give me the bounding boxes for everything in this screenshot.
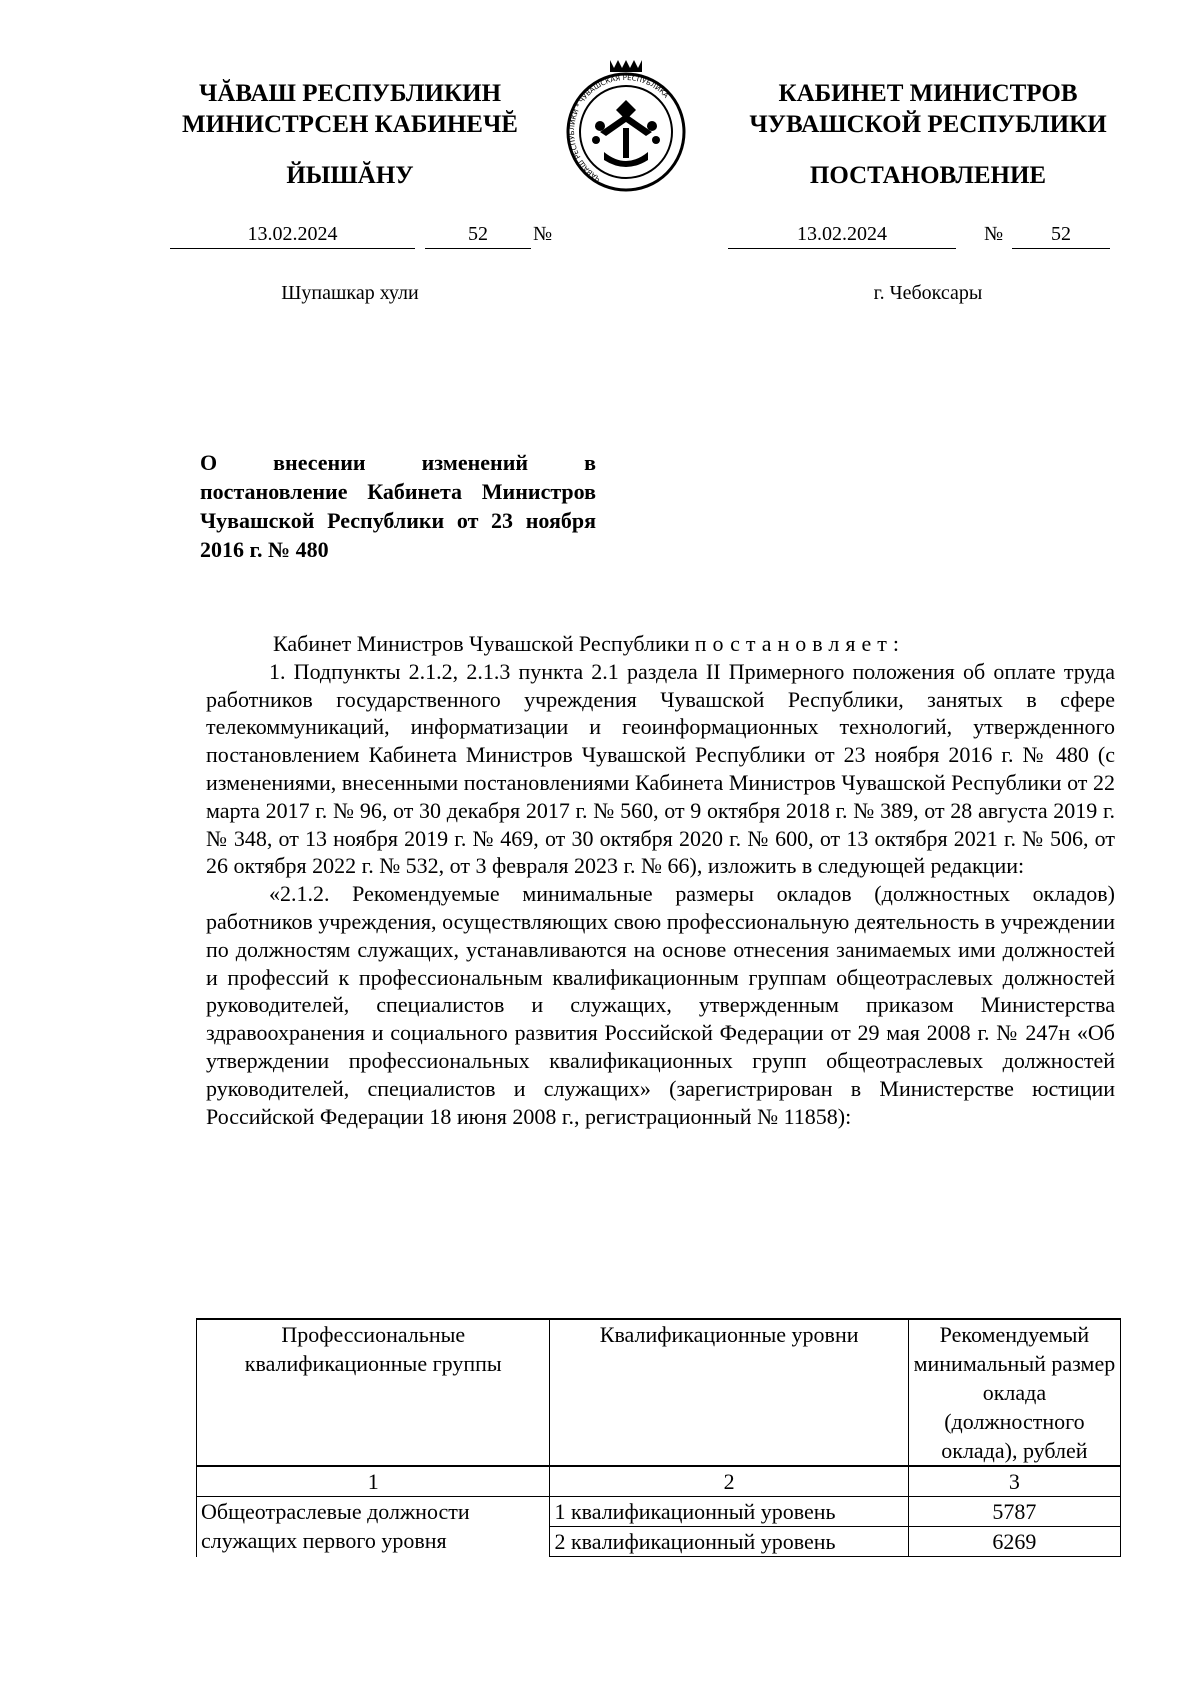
header-right-line1: КАБИНЕТ МИНИСТРОВ (778, 80, 1078, 107)
header-left-doc-type: ЙЫШĂНУ (286, 162, 414, 189)
paragraph-1: 1. Подпункты 2.1.2, 2.1.3 пункта 2.1 раздела II Примерного положения об оплате труда работников государственного учреждения Чувашской Республики, занятых в сфере телекоммуникаций, информатизации и геоинформационных технологий, утвержденного постановлением Кабинета Министров Чувашской Республики от 23 ноября 2016 г. № 480 (с изменениями, внесенными постановлениями Кабинета Министров Чувашской Республики от 22 марта 2017 г. № 96, от 30 декабря 2017 г. № 560, от 9 октября 2018 г. № 389, от 28 августа 2019 г. № 348, от 13 ноября 2019 г. № 469, от 30 октября 2020 г. № 600, от 13 октября 2021 г. № 506, от 26 октября 2022 г. № 532, от 3 февраля 2023 г. № 66), изложить в следующей редакции: (206, 658, 1115, 879)
emblem-ring-text: ЧĂВАШ РЕСПУБЛИКИ * ЧУВАШСКАЯ РЕСПУБЛИКА (568, 73, 671, 183)
header-right-org (728, 78, 1128, 140)
salary-cell: 5787 (908, 1497, 1120, 1527)
table-header-row (197, 1319, 1121, 1466)
intro-paragraph (206, 630, 1115, 658)
emblem-icon (560, 56, 692, 196)
header-cell-salary: Рекомендуемый минимальный размер оклада (должностного оклада), рублей (908, 1319, 1120, 1466)
intro-verb: постановляет: (694, 631, 905, 656)
document-title: О внесении изменений в постановление Кабинета Министров Чувашской Республики от 23 ноября 2016 г. № 480 (200, 450, 596, 562)
level-cell: 1 квалификационный уровень (550, 1497, 908, 1527)
document-body (206, 630, 1115, 1130)
right-number: 52 (1012, 221, 1110, 249)
header-left-line2: МИНИСТРСЕН КАБИНЕЧĔ (182, 111, 518, 138)
paragraph-2: «2.1.2. Рекомендуемые минимальные размеры окладов (должностных окладов) работников учреждения, осуществляющих свою профессиональную деятельность в учреждении по должностям служащих, устанавливаются на основе отнесения занимаемых ими должностей и профессий к профессиональным квалификационным группам общеотраслевых должностей руководителей, специалистов и служащих, утвержденным приказом Министерства здравоохранения и социального развития Российской Федерации от 29 мая 2008 г. № 247н «Об утверждении профессиональных квалификационных групп общеотраслевых должностей руководителей, специалистов и служащих» (зарегистрирован в Министерстве юстиции Российской Федерации 18 июня 2008 г., регистрационный № 11858): (206, 881, 1115, 1129)
level-cell: 2 квалификационный уровень (550, 1527, 908, 1557)
header-right-line2: ЧУВАШСКОЙ РЕСПУБЛИКИ (749, 111, 1107, 138)
left-no-sign: № (533, 223, 553, 245)
header-left-line1: ЧĂВАШ РЕСПУБЛИКИН (198, 80, 502, 107)
column-number-3: 3 (908, 1466, 1120, 1497)
left-date: 13.02.2024 (170, 221, 415, 249)
right-no-sign: № (984, 223, 1004, 245)
intro-lead: Кабинет Министров Чувашской Республики (273, 631, 690, 656)
header-cell-levels: Квалификационные уровни (550, 1319, 908, 1466)
header-cell-groups: Профессиональные квалификационные группы (197, 1319, 550, 1466)
group-cell: Общеотраслевые должности служащих первого уровня (197, 1497, 550, 1557)
right-place: г. Чебоксары (873, 282, 983, 304)
salary-cell: 6269 (908, 1527, 1120, 1557)
left-place: Шупашкар хули (281, 282, 419, 304)
column-number-1: 1 (197, 1466, 550, 1497)
header-left-org (170, 78, 530, 140)
left-number: 52 (425, 221, 531, 249)
right-date: 13.02.2024 (728, 221, 956, 249)
table-row (197, 1497, 1121, 1527)
header-right-doc-type: ПОСТАНОВЛЕНИЕ (809, 162, 1047, 189)
salary-table (196, 1318, 1121, 1557)
column-number-2: 2 (550, 1466, 908, 1497)
table-number-row (197, 1466, 1121, 1497)
